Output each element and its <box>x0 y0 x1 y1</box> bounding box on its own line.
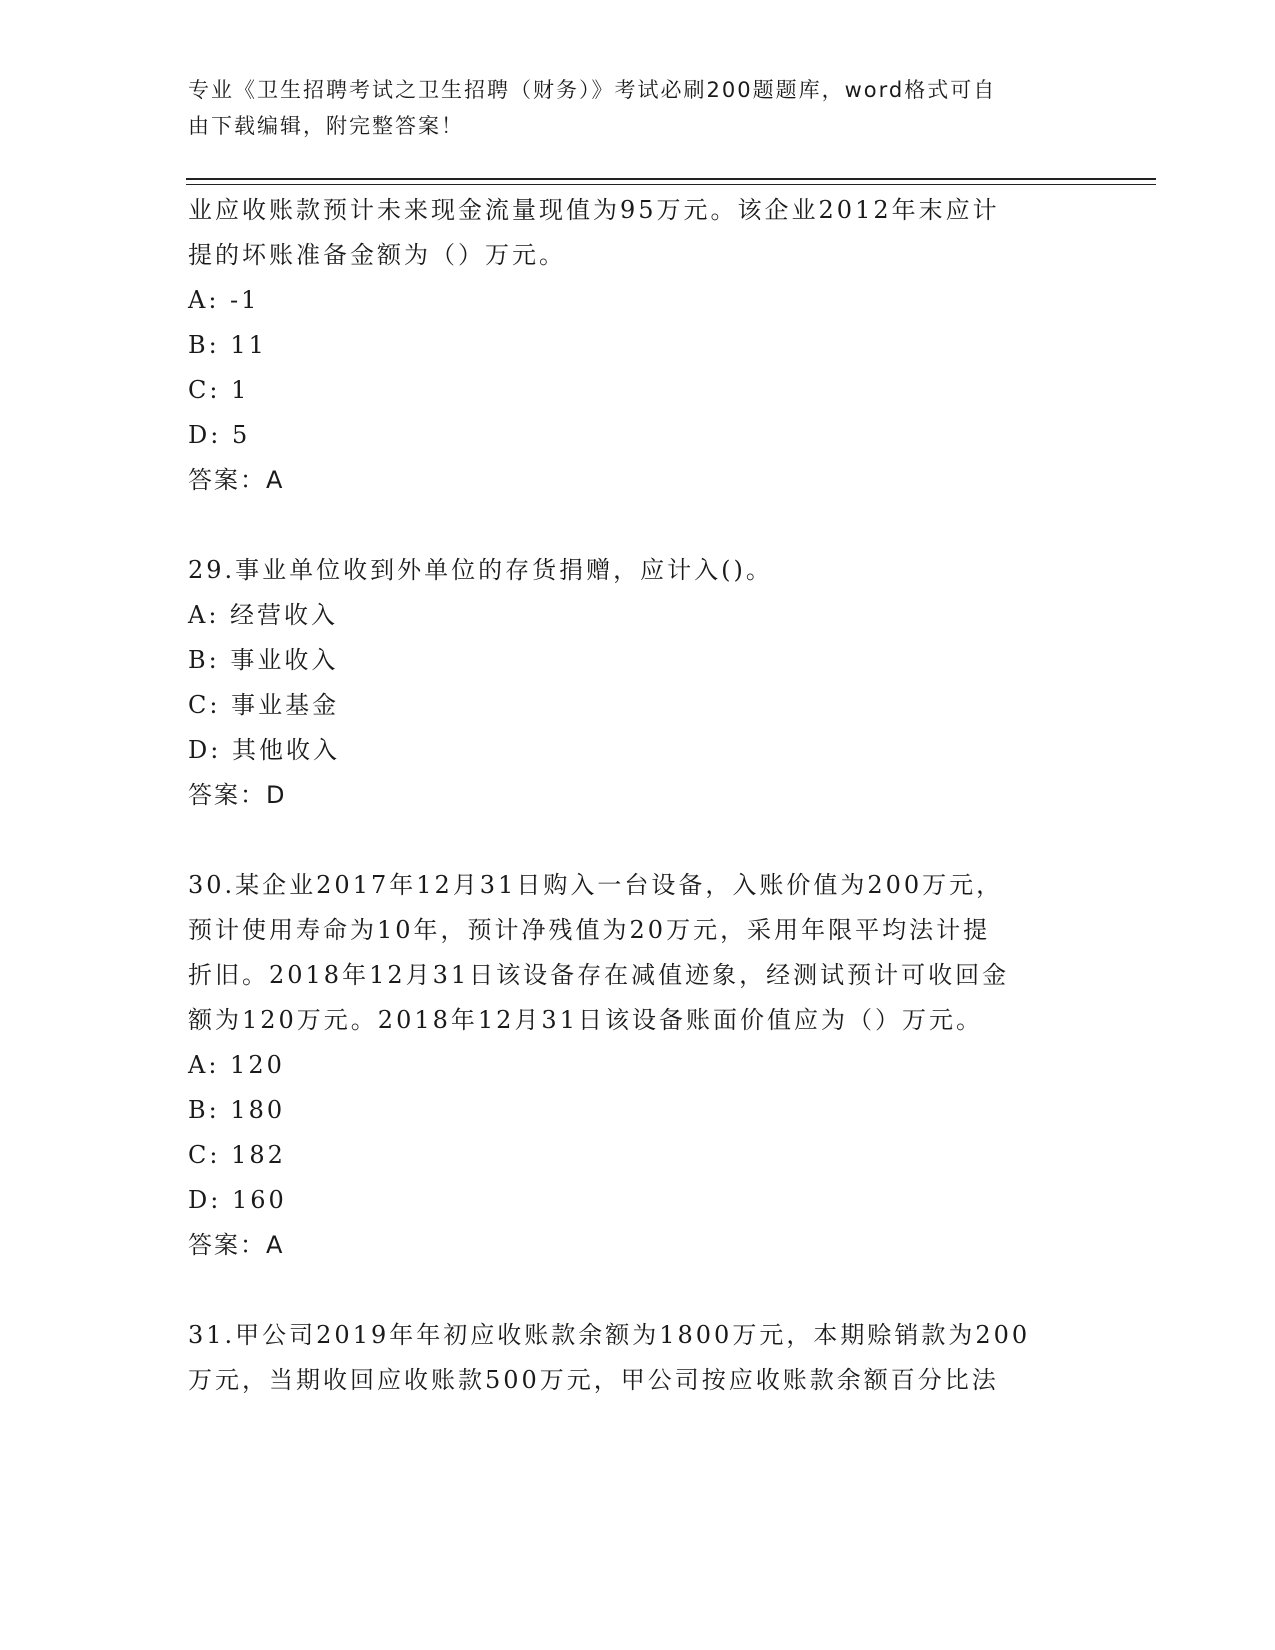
question-28 <box>188 188 1088 503</box>
header-divider-thin <box>186 184 1156 185</box>
question-spacer <box>188 818 1088 863</box>
answer-label: 答案：A <box>188 466 285 494</box>
question-stem-line: 30.某企业2017年12月31日购入一台设备，入账价值为200万元， <box>188 871 1004 899</box>
question-stem-line: 业应收账款预计未来现金流量现值为95万元。该企业2012年末应计 <box>188 196 1000 224</box>
option-b: B: 180 <box>188 1096 286 1124</box>
question-spacer <box>188 503 1088 548</box>
question-stem-line: 31.甲公司2019年年初应收账款余额为1800万元，本期赊销款为200 <box>188 1321 1031 1349</box>
question-list <box>188 188 1088 1403</box>
question-stem-line: 额为120万元。2018年12月31日该设备账面价值应为（）万元。 <box>188 1006 983 1034</box>
option-a: A: 经营收入 <box>188 601 339 629</box>
question-stem-line: 万元，当期收回应收账款500万元，甲公司按应收账款余额百分比法 <box>188 1366 999 1394</box>
question-31 <box>188 1313 1088 1403</box>
question-29 <box>188 548 1088 818</box>
option-b: B: 11 <box>188 331 267 359</box>
answer-label: 答案：D <box>188 781 287 809</box>
option-d: D: 160 <box>188 1186 287 1214</box>
question-30 <box>188 863 1088 1268</box>
header-divider-thick <box>186 178 1156 180</box>
option-b: B: 事业收入 <box>188 646 339 674</box>
question-stem-line: 折旧。2018年12月31日该设备存在减值迹象，经测试预计可收回金 <box>188 961 1010 989</box>
option-c: C: 182 <box>188 1141 286 1169</box>
question-stem-line: 提的坏账准备金额为（）万元。 <box>188 241 566 269</box>
question-spacer <box>188 1268 1088 1313</box>
option-d: D: 其他收入 <box>188 736 340 764</box>
option-c: C: 1 <box>188 376 250 404</box>
option-d: D: 5 <box>188 421 251 449</box>
question-stem-line: 预计使用寿命为10年，预计净残值为20万元，采用年限平均法计提 <box>188 916 991 944</box>
option-c: C: 事业基金 <box>188 691 340 719</box>
header-line-1: 专业《卫生招聘考试之卫生招聘（财务）》考试必刷200题题库，word格式可自 <box>188 78 997 102</box>
header-line-2: 由下载编辑，附完整答案！ <box>188 114 464 138</box>
option-a: A: 120 <box>188 1051 285 1079</box>
option-a: A: -1 <box>188 286 260 314</box>
question-stem-line: 29.事业单位收到外单位的存货捐赠，应计入()。 <box>188 556 773 584</box>
answer-label: 答案：A <box>188 1231 285 1259</box>
document-header <box>188 72 1088 144</box>
